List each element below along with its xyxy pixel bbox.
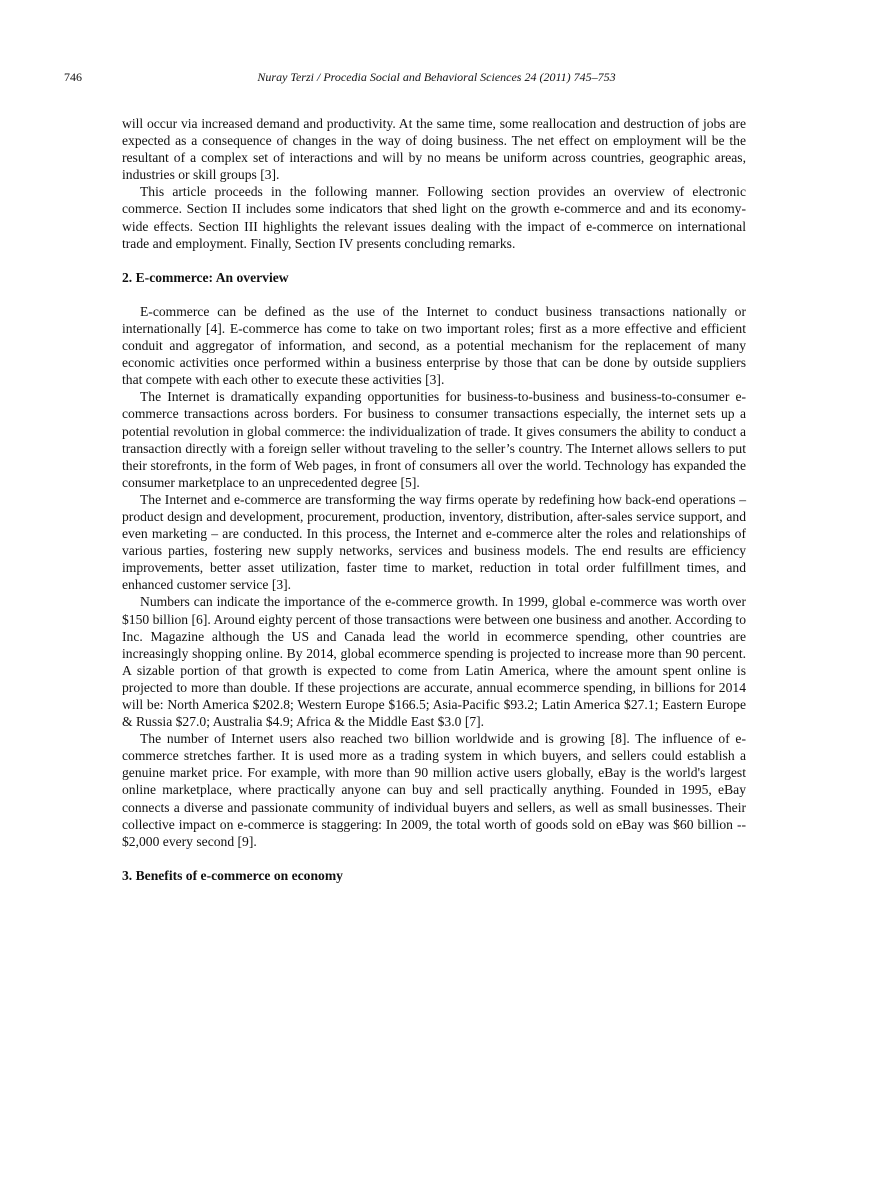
body-paragraph: This article proceeds in the following manner. Following section provides an overview of electronic commerce. Section II includes some indicators that shed light on the growth e-commerce and and its economy-wide effects. Section III highlights the relevant issues dealing with the impact of e-commerce on international trade and employment. Finally, Section IV presents concluding remarks.: [122, 184, 746, 251]
running-title: Nuray Terzi / Procedia Social and Behavioral Sciences 24 (2011) 745–753: [257, 70, 616, 84]
body-paragraph: Numbers can indicate the importance of the e-commerce growth. In 1999, global e-commerce was worth over $150 billion [6]. Around eighty percent of those transactions were between one business and another. According to Inc. Magazine although the US and Canada lead the world in ecommerce spending, other countries are increasingly shopping online. By 2014, global ecommerce spending is projected to increase more than 90 percent. A sizable portion of that growth is expected to come from Latin America, where the amount spent online is projected to more than double. If these projections are accurate, annual ecommerce spending, in billions for 2014 will be: North America $202.8; Western Europe $166.5; Asia-Pacific $93.2; Latin America $27.1; Eastern Europe & Russia $27.0; Australia $4.9; Africa & the Middle East $3.0 [7].: [122, 594, 746, 730]
section-heading: 3. Benefits of e-commerce on economy: [122, 867, 343, 883]
body-paragraph: The number of Internet users also reached two billion worldwide and is growing [8]. The influence of e-commerce stretches farther. It is used more as a trading system in which buyers, and sellers could establish a genuine market price. For example, with more than 90 million active users globally, eBay is the world's largest online marketplace, where practically anyone can buy and sell practically anything. Founded in 1995, eBay connects a diverse and passionate community of individual buyers and sellers, as well as small businesses. Their collective impact on e-commerce is staggering: In 2009, the total worth of goods sold on eBay was $60 billion -- $2,000 every second [9].: [122, 731, 746, 849]
body-paragraph: The Internet is dramatically expanding opportunities for business-to-business and business-to-consumer e-commerce transactions across borders. For business to consumer transactions especially, the internet sets up a potential revolution in global commerce: the individualization of trade. It gives consumers the ability to conduct a transaction directly with a foreign seller without traveling to the seller’s country. The Internet allows sellers to put their storefronts, in the form of Web pages, in front of consumers all over the world. Technology has expanded the consumer marketplace to an unprecedented degree [5].: [122, 389, 746, 490]
body-paragraph: E-commerce can be defined as the use of the Internet to conduct business transactions nationally or internationally [4]. E-commerce has come to take on two important roles; first as a more effective and efficient conduit and aggregator of information, and second, as a potential mechanism for the replacement of many economic activities once performed within a business enterprise by those that can be done by outside suppliers that compete with each other to execute these activities [3].: [122, 303, 746, 388]
body-paragraph: will occur via increased demand and productivity. At the same time, some reallocation and destruction of jobs are expected as a consequence of changes in the way of doing business. The net effect on employment will be the resultant of a complex set of interactions and will by no means be uniform across countries, geographic areas, industries or skill groups [3].: [122, 116, 746, 183]
page-header: [0, 70, 873, 86]
section-heading: 2. E-commerce: An overview: [122, 269, 289, 285]
article-body: [122, 115, 746, 884]
body-paragraph: The Internet and e-commerce are transforming the way firms operate by redefining how back-end operations – product design and development, procurement, production, inventory, distribution, after-sales service support, and even marketing – are conducted. In this process, the Internet and e-commerce alter the roles and relationships of various parties, fostering new supply networks, services and business models. The end results are efficiency improvements, better asset utilization, faster time to market, reduction in total order fulfillment times, and enhanced customer service [3].: [122, 491, 746, 593]
page-number: 746: [64, 70, 82, 84]
